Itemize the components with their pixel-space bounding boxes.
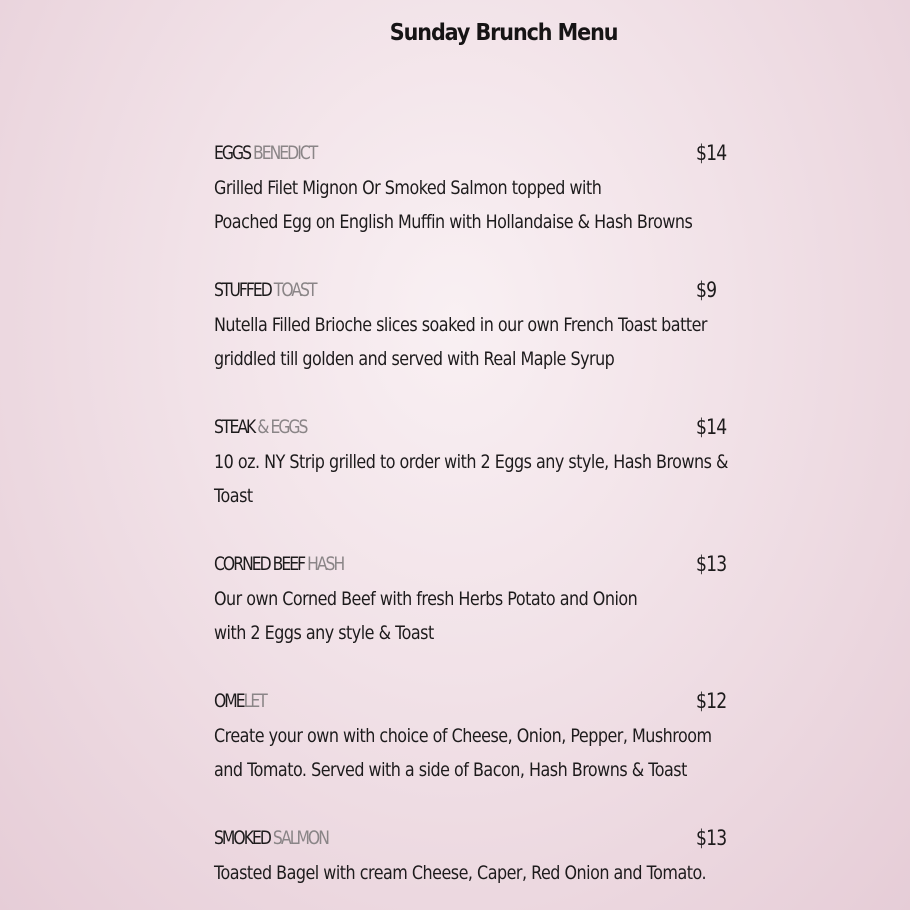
menu-item-name: SMOKED SALMON bbox=[214, 827, 328, 849]
menu-item-price: $12 bbox=[696, 689, 727, 713]
menu-item-steak-eggs bbox=[214, 413, 774, 513]
menu-title: Sunday Brunch Menu bbox=[389, 20, 618, 46]
description-line: Nutella Filled Brioche slices soaked in our own French Toast batter bbox=[214, 314, 707, 336]
menu-item-name: STEAK & EGGS bbox=[214, 416, 307, 438]
menu-item-name: STUFFED TOAST bbox=[214, 279, 316, 301]
menu-item-description bbox=[214, 308, 785, 376]
menu-item-omelet bbox=[214, 687, 774, 787]
menu-item-description bbox=[214, 582, 785, 650]
menu-item-header bbox=[214, 139, 774, 171]
menu-item-smoked-salmon bbox=[214, 824, 774, 890]
menu-item-header bbox=[214, 413, 774, 445]
menu-item-price: $9 bbox=[696, 278, 717, 302]
description-line: 10 oz. NY Strip grilled to order with 2 Eggs any style, Hash Browns & bbox=[214, 451, 728, 473]
description-line: griddled till golden and served with Real Maple Syrup bbox=[214, 348, 615, 370]
menu-item-name: EGGS BENEDICT bbox=[214, 142, 317, 164]
menu-item-price: $13 bbox=[696, 826, 727, 850]
menu-item-header bbox=[214, 824, 774, 856]
menu-item-header bbox=[214, 276, 774, 308]
description-line: Create your own with choice of Cheese, Onion, Pepper, Mushroom bbox=[214, 725, 712, 747]
description-line: Grilled Filet Mignon Or Smoked Salmon topped with bbox=[214, 177, 602, 199]
menu-item-name: OMELET bbox=[214, 690, 266, 712]
menu-item-description bbox=[214, 171, 785, 239]
menu-item-corned-beef-hash bbox=[214, 550, 774, 650]
description-line: Toasted Bagel with cream Cheese, Caper, Red Onion and Tomato. bbox=[214, 862, 707, 884]
menu-item-stuffed-toast bbox=[214, 276, 774, 376]
menu-item-header bbox=[214, 550, 774, 582]
menu-item-header bbox=[214, 687, 774, 719]
description-line: Our own Corned Beef with fresh Herbs Potato and Onion bbox=[214, 588, 638, 610]
description-line: Toast bbox=[214, 485, 253, 507]
menu-item-eggs-benedict bbox=[214, 139, 774, 239]
menu-item-description bbox=[214, 856, 785, 890]
description-line: Poached Egg on English Muffin with Hollandaise & Hash Browns bbox=[214, 211, 693, 233]
menu-item-name: CORNED BEEF HASH bbox=[214, 553, 344, 575]
menu-item-price: $13 bbox=[696, 552, 727, 576]
menu-item-description bbox=[214, 719, 785, 787]
menu-item-description bbox=[214, 445, 785, 513]
menu-item-price: $14 bbox=[696, 141, 727, 165]
description-line: with 2 Eggs any style & Toast bbox=[214, 622, 434, 644]
menu-item-price: $14 bbox=[696, 415, 727, 439]
description-line: and Tomato. Served with a side of Bacon, Hash Browns & Toast bbox=[214, 759, 687, 781]
